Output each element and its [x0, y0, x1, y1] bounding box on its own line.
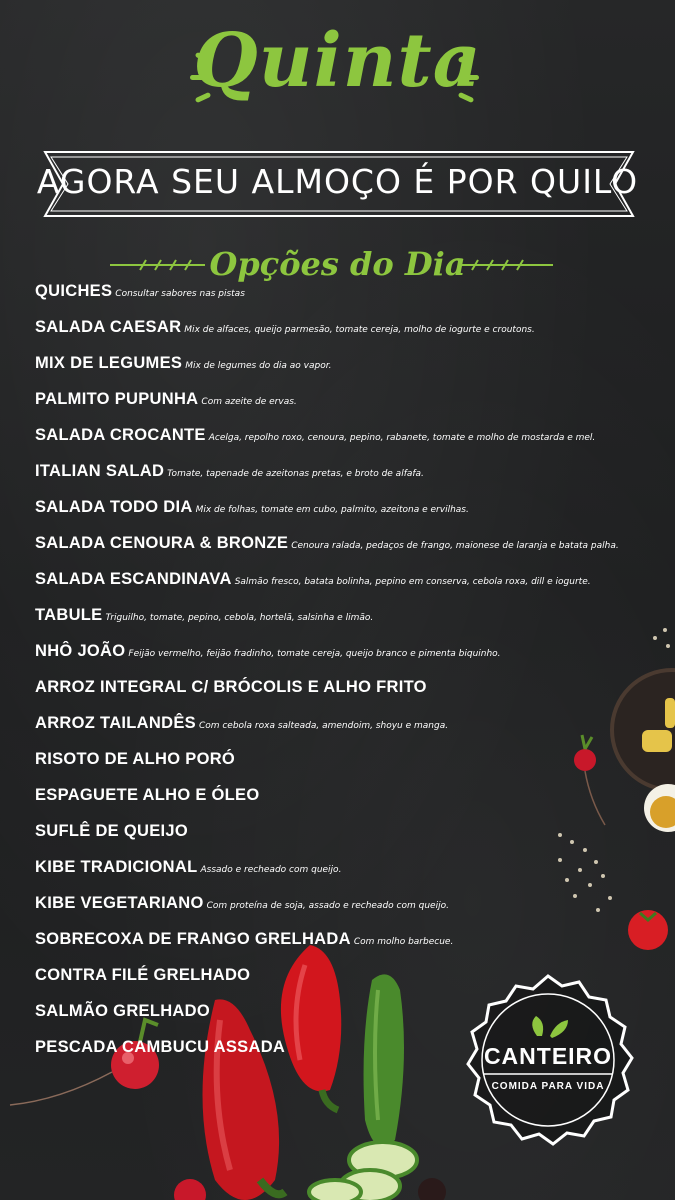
item-name: ITALIAN SALAD [35, 462, 165, 480]
item-name: ESPAGUETE ALHO E ÓLEO [35, 786, 260, 804]
logo-name: CANTEIRO [483, 1043, 613, 1069]
menu-item [35, 353, 670, 389]
item-name: TABULE [35, 606, 103, 624]
item-name: PESCADA CAMBUCU ASSADA [35, 1038, 286, 1056]
menu-item [35, 677, 670, 713]
item-name: SALADA CAESAR [35, 318, 182, 336]
menu-list [35, 281, 670, 1073]
item-name: RISOTO DE ALHO PORÓ [35, 750, 236, 768]
item-desc: Tomate, tapenade de azeitonas pretas, e broto de alfafa. [167, 469, 424, 479]
item-name: NHÔ JOÃO [35, 642, 126, 660]
menu-item [35, 893, 670, 929]
item-desc: Salmão fresco, batata bolinha, pepino em conserva, cebola roxa, dill e iogurte. [234, 577, 591, 587]
item-name: CONTRA FILÉ GRELHADO [35, 966, 251, 984]
page-title: Quinta [193, 18, 482, 104]
item-desc: Consultar sabores nas pistas [115, 289, 245, 299]
item-desc: Com molho barbecue. [353, 937, 454, 947]
menu-item [35, 497, 670, 533]
item-name: MIX DE LEGUMES [35, 354, 183, 372]
banner-text: AGORA SEU ALMOÇO É POR QUILO [36, 162, 639, 201]
item-name: SALMÃO GRELHADO [35, 1002, 210, 1020]
item-desc: Com proteína de soja, assado e recheado com queijo. [206, 901, 449, 911]
menu-item [35, 857, 670, 893]
menu-item [35, 1001, 670, 1037]
item-name: SUFLÊ DE QUEIJO [35, 822, 189, 840]
subtitle-deco-right [458, 258, 553, 272]
menu-item [35, 929, 670, 965]
menu-item [35, 785, 670, 821]
menu-item [35, 533, 670, 569]
item-name: KIBE TRADICIONAL [35, 858, 198, 876]
menu-item [35, 425, 670, 461]
item-desc: Cenoura ralada, pedaços de frango, maionese de laranja e batata palha. [291, 541, 619, 551]
item-desc: Acelga, repolho roxo, cenoura, pepino, rabanete, tomate e molho de mostarda e mel. [208, 433, 596, 443]
item-name: QUICHES [35, 282, 113, 300]
menu-item [35, 281, 670, 317]
menu-item [35, 965, 670, 1001]
item-name: SALADA TODO DIA [35, 498, 193, 516]
menu-item [35, 641, 670, 677]
item-name: PALMITO PUPUNHA [35, 390, 199, 408]
item-desc: Mix de legumes do dia ao vapor. [185, 361, 332, 371]
menu-item [35, 569, 670, 605]
item-desc: Feijão vermelho, feijão fradinho, tomate cereja, queijo branco e pimenta biquinho. [128, 649, 501, 659]
menu-item [35, 605, 670, 641]
item-name: ARROZ INTEGRAL C/ BRÓCOLIS E ALHO FRITO [35, 678, 427, 696]
item-desc: Com cebola roxa salteada, amendoim, shoyu e manga. [198, 721, 449, 731]
subtitle: Opções do Dia [209, 245, 466, 283]
item-name: SOBRECOXA DE FRANGO GRELHADA [35, 930, 351, 948]
item-desc: Assado e recheado com queijo. [200, 865, 342, 875]
item-name: SALADA CROCANTE [35, 426, 206, 444]
item-desc: Mix de alfaces, queijo parmesão, tomate cereja, molho de iogurte e croutons. [184, 325, 535, 335]
logo-tagline: COMIDA PARA VIDA [491, 1081, 605, 1092]
item-desc: Mix de folhas, tomate em cubo, palmito, azeitona e ervilhas. [195, 505, 469, 515]
item-desc: Triguilho, tomate, pepino, cebola, hortelã, salsinha e limão. [105, 613, 374, 623]
menu-item [35, 461, 670, 497]
menu-item [35, 317, 670, 353]
menu-item [35, 389, 670, 425]
item-name: SALADA CENOURA & BRONZE [35, 534, 289, 552]
item-name: ARROZ TAILANDÊS [35, 714, 196, 732]
menu-item [35, 1037, 670, 1073]
menu-item [35, 713, 670, 749]
item-name: KIBE VEGETARIANO [35, 894, 204, 912]
item-desc: Com azeite de ervas. [201, 397, 297, 407]
menu-item [35, 749, 670, 785]
item-name: SALADA ESCANDINAVA [35, 570, 232, 588]
menu-item [35, 821, 670, 857]
